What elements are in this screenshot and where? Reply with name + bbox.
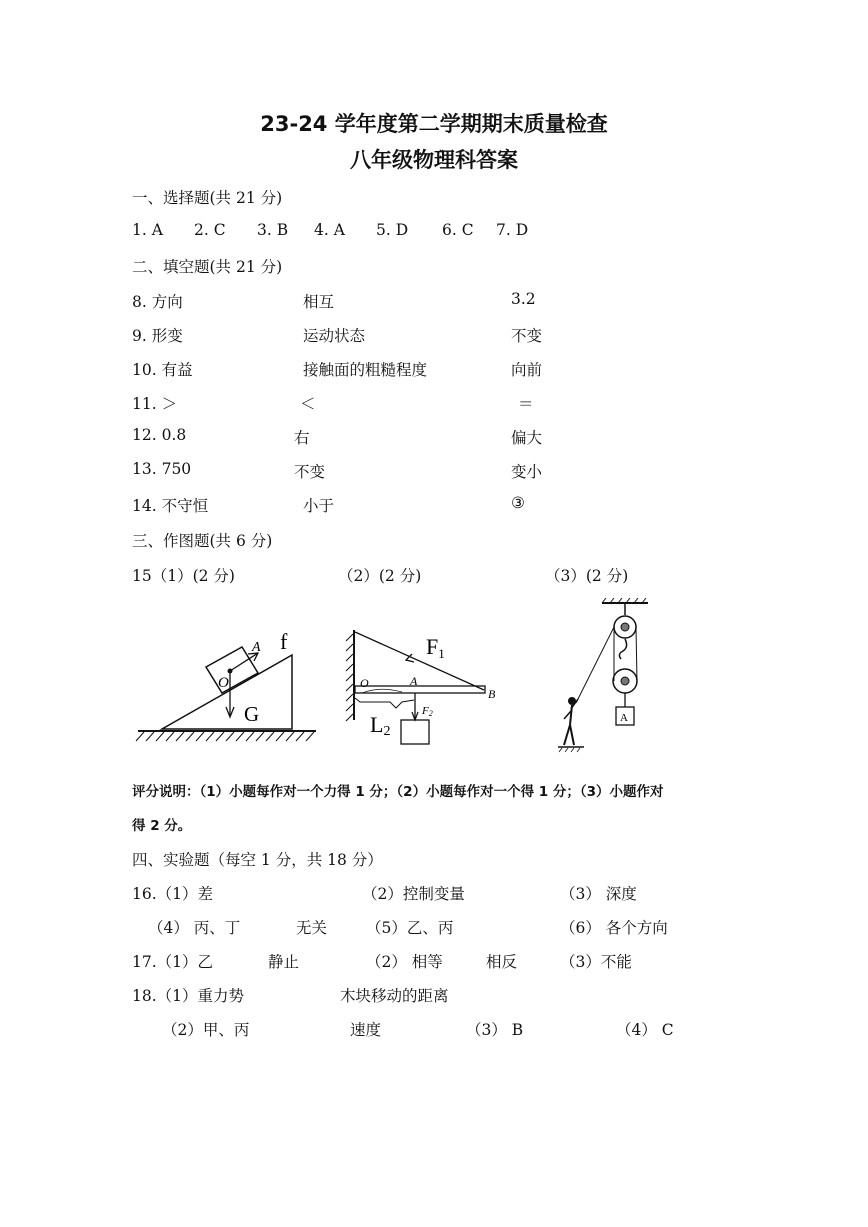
answer-7: 7. D: [496, 221, 529, 239]
section4-heading: 四、实验题（每空 1 分，共 18 分）: [132, 851, 383, 869]
part-15-3: （3）(2 分): [545, 567, 629, 585]
label-o: O: [218, 675, 229, 691]
scoring-note-line1: 评分说明：（1）小题每作对一个力得 1 分；（2）小题每作对一个得 1 分；（3）小题作对: [132, 784, 664, 800]
scoring-note-line2: 得 2 分。: [132, 818, 192, 834]
label-block-a: A: [620, 712, 628, 724]
label-a2: A: [410, 674, 418, 688]
fill-9-3: 不变: [511, 327, 543, 345]
pulley-diagram: [550, 595, 660, 755]
label-f1: F1: [426, 634, 445, 661]
fill-11-3: ＝: [518, 395, 534, 413]
section3-heading: 三、作图题(共 6 分): [132, 532, 273, 550]
fill-11-1: 11. ＞: [132, 395, 178, 413]
q18-e: （3） B: [466, 1021, 524, 1039]
part-15-1: 15（1）(2 分): [132, 567, 235, 585]
fill-13-2: 不变: [294, 463, 326, 481]
answer-3: 3. B: [257, 221, 289, 239]
fill-13-3: 变小: [511, 463, 543, 481]
q16-c: （3） 深度: [560, 885, 637, 903]
label-o2: O: [360, 676, 369, 690]
fill-8-3: 3.2: [511, 290, 536, 308]
answer-5: 5. D: [376, 221, 409, 239]
q17-e: （3）不能: [560, 953, 632, 971]
q17-d: 相反: [486, 953, 518, 971]
answer-6: 6. C: [442, 221, 474, 239]
label-l2: L2: [370, 712, 391, 739]
q16-b: （2）控制变量: [362, 885, 465, 903]
incline-force-diagram: [130, 615, 320, 745]
q17-b: 静止: [268, 953, 300, 971]
q18-d: 速度: [350, 1021, 382, 1039]
answer-1: 1. A: [132, 221, 163, 239]
fill-10-3: 向前: [511, 361, 543, 379]
q18-c: （2）甲、丙: [162, 1021, 250, 1039]
q17-c: （2） 相等: [366, 953, 443, 971]
label-f: f: [280, 629, 288, 654]
q16-a: 16.（1）差: [132, 885, 214, 903]
q18-a: 18.（1）重力势: [132, 987, 245, 1005]
label-f2: F2: [422, 705, 433, 718]
fill-13-1: 13. 750: [132, 460, 192, 478]
fill-14-3: ③: [511, 494, 525, 512]
page-subtitle: 八年级物理科答案: [350, 148, 518, 172]
label-b: B: [488, 687, 496, 701]
label-a: A: [252, 640, 261, 655]
q18-f: （4） C: [616, 1021, 674, 1039]
fill-9-1: 9. 形变: [132, 327, 183, 345]
q16-g: （6） 各个方向: [560, 919, 668, 937]
fill-14-1: 14. 不守恒: [132, 497, 209, 515]
fill-12-1: 12. 0.8: [132, 426, 187, 444]
fill-8-1: 8. 方向: [132, 293, 183, 311]
section2-heading: 二、填空题(共 21 分): [132, 258, 283, 276]
q16-e: 无关: [296, 919, 328, 937]
fill-12-2: 右: [294, 429, 310, 447]
section1-heading: 一、选择题(共 21 分): [132, 189, 283, 207]
answer-4: 4. A: [314, 221, 345, 239]
answer-2: 2. C: [194, 221, 226, 239]
q18-b: 木块移动的距离: [340, 987, 449, 1005]
fill-10-1: 10. 有益: [132, 361, 193, 379]
fill-8-2: 相互: [303, 293, 335, 311]
part-15-2: （2）(2 分): [338, 567, 422, 585]
label-g: G: [244, 702, 260, 726]
lever-diagram: [340, 622, 510, 752]
fill-14-2: 小于: [303, 497, 335, 515]
q17-a: 17.（1）乙: [132, 953, 214, 971]
fill-12-3: 偏大: [511, 429, 543, 447]
fill-10-2: 接触面的粗糙程度: [303, 361, 428, 379]
q16-f: （5）乙、丙: [366, 919, 454, 937]
q16-d: （4） 丙、丁: [148, 919, 241, 937]
fill-9-2: 运动状态: [303, 327, 366, 345]
fill-11-2: ＜: [300, 395, 316, 413]
page-title: 23-24 学年度第二学期期末质量检查: [260, 112, 608, 136]
